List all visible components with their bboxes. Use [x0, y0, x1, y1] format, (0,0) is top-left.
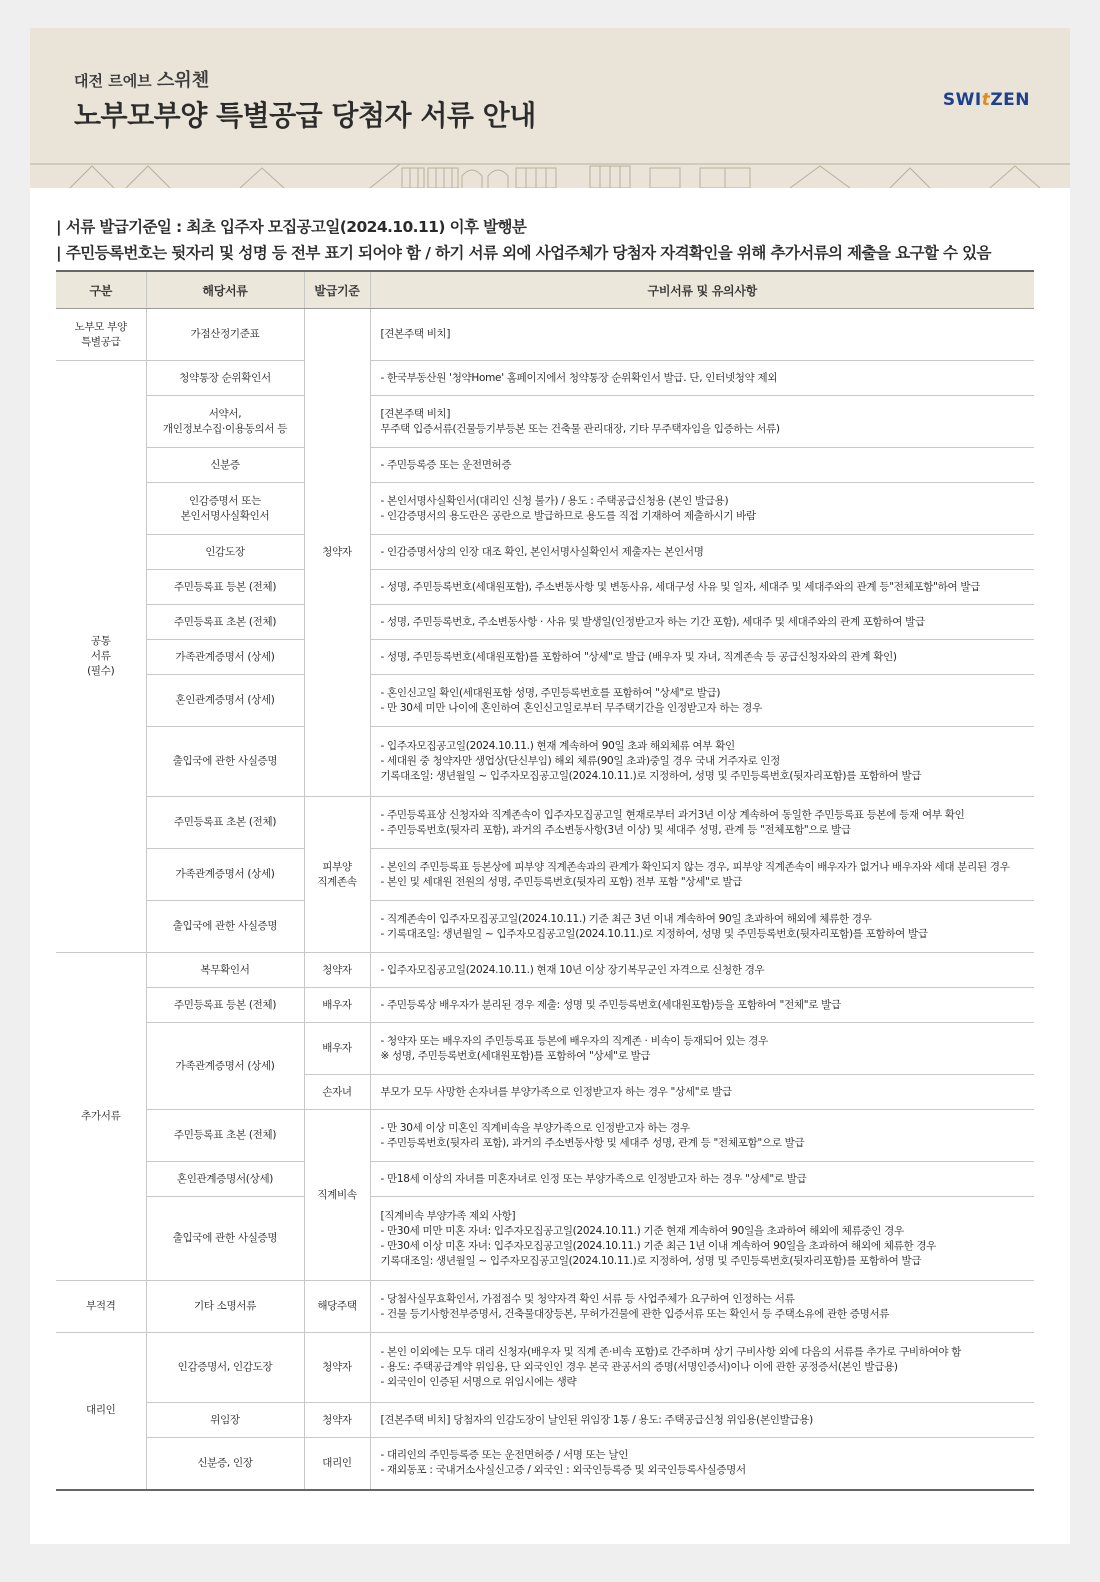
- brand-logo: [943, 90, 1030, 110]
- notes-cell: - 당첨사실무효확인서, 가점점수 및 청약자격 확인 서류 등 사업주체가 요구하여 인정하는 서류 - 건물 등기사항전부증명서, 건축물대장등본, 무허가건물에 관한 입증서류 또는 확인서 등 주택소유에 관한 증명서류: [370, 1281, 1034, 1333]
- document-cell: 출입국에 관한 사실증명: [146, 727, 304, 797]
- document-cell: 출입국에 관한 사실증명: [146, 1197, 304, 1281]
- notes-cell: - 성명, 주민등록번호(세대원포함)를 포함하여 "상세"로 발급 (배우자 및 자녀, 직계존속 등 공급신청자와의 관계 확인): [370, 640, 1034, 675]
- table-row: [56, 605, 1034, 640]
- category-cell: 대리인: [56, 1333, 146, 1490]
- document-cell: 복무확인서: [146, 953, 304, 988]
- notes-cell: [견본주택 비치]: [370, 309, 1034, 361]
- notes-cell: - 주민등록표상 신청자와 직계존속이 입주자모집공고일 현재로부터 과거3년 이상 계속하여 동일한 주민등록표 등본에 등재 여부 확인 - 주민등록번호(뒷자리 포함), 과거의 주소변동사항(3년 이상) 및 세대주 성명, 관계 등 "전체포함"으로 발급: [370, 797, 1034, 849]
- notes-cell: - 성명, 주민등록번호(세대원포함), 주소변동사항 및 변동사유, 세대구성 사유 및 일자, 세대주 및 세대주와의 관계 등"전체포함"하여 발급: [370, 570, 1034, 605]
- category-cell: 노부모 부양 특별공급: [56, 309, 146, 361]
- table-row: [56, 1333, 1034, 1403]
- notes-cell: [견본주택 비치] 무주택 입증서류(건물등기부등본 또는 건축물 관리대장, 기타 무주택자임을 입증하는 서류): [370, 396, 1034, 448]
- table-row: [56, 640, 1034, 675]
- table-row: [56, 361, 1034, 396]
- table-row: [56, 1162, 1034, 1197]
- document-cell: 주민등록표 초본 (전체): [146, 605, 304, 640]
- basis-cell: 청약자: [304, 1403, 370, 1438]
- notes-cell: - 직계존속이 입주자모집공고일(2024.10.11.) 기준 최근 3년 이내 계속하여 90일 초과하여 해외에 체류한 경우 - 기록대조일: 생년월일 ~ 입주자모집공고일(2024.10.11.)로 지정하여, 성명 및 주민등록번호(뒷자리포함)를 포함하여 발급: [370, 901, 1034, 953]
- basis-cell: 직계비속: [304, 1110, 370, 1281]
- notes-cell: - 성명, 주민등록번호, 주소변동사항 · 사유 및 발생일(인정받고자 하는 기간 포함), 세대주 및 세대주와의 관계 포함하여 발급: [370, 605, 1034, 640]
- table-row: [56, 448, 1034, 483]
- basis-cell: 해당주택: [304, 1281, 370, 1333]
- table-row: [56, 1197, 1034, 1281]
- category-cell: 공통 서류 (필수): [56, 361, 146, 953]
- document-cell: 위임장: [146, 1403, 304, 1438]
- notes-cell: - 본인서명사실확인서(대리인 신청 불가) / 용도 : 주택공급신청용 (본인 발급용) - 인감증명서의 용도란은 공란으로 발급하므로 용도를 직접 기재하여 제출하시기 바람: [370, 483, 1034, 535]
- document-cell: 신분증, 인장: [146, 1438, 304, 1490]
- notes-cell: - 입주자모집공고일(2024.10.11.) 현재 계속하여 90일 초과 해외체류 여부 확인 - 세대원 중 청약자만 생업상(단신부임) 해외 체류(90일 초과)중일 경우 국내 거주자로 인정 기록대조일: 생년월일 ~ 입주자모집공고일(2024.10.11.)로 지정하여, 성명 및 주민등록번호(뒷자리포함)를 포함하여 발급: [370, 727, 1034, 797]
- notes-cell: - 혼인신고일 확인(세대원포함 성명, 주민등록번호를 포함하여 "상세"로 발급) - 만 30세 미만 나이에 혼인하여 혼인신고일로부터 무주택기간을 인정받고자 하는 경우: [370, 675, 1034, 727]
- table-row: [56, 1023, 1034, 1075]
- document-cell: 가점산정기준표: [146, 309, 304, 361]
- subtitle-brand: 스위첸: [156, 70, 210, 91]
- notes-cell: - 만18세 이상의 자녀를 미혼자녀로 인정 또는 부양가족으로 인정받고자 하는 경우 "상세"로 발급: [370, 1162, 1034, 1197]
- document-cell: 서약서, 개인정보수집·이용동의서 등: [146, 396, 304, 448]
- category-cell: 추가서류: [56, 953, 146, 1281]
- notice-issue-date: | 서류 발급기준일 : 최초 입주자 모집공고일(2024.10.11) 이후 발행분: [56, 218, 527, 236]
- document-cell: 인감증명서, 인감도장: [146, 1333, 304, 1403]
- document-cell: 가족관계증명서 (상세): [146, 640, 304, 675]
- table-row: [56, 396, 1034, 448]
- notes-cell: - 인감증명서상의 인장 대조 확인, 본인서명사실확인서 제출자는 본인서명: [370, 535, 1034, 570]
- header-document: 해당서류: [146, 271, 304, 309]
- table-row: [56, 1403, 1034, 1438]
- document-cell: 청약통장 순위확인서: [146, 361, 304, 396]
- table-row: [56, 727, 1034, 797]
- document-cell: 주민등록표 등본 (전체): [146, 570, 304, 605]
- header-category: 구분: [56, 271, 146, 309]
- project-subtitle: [74, 66, 209, 92]
- notes-cell: - 주민등록상 배우자가 분리된 경우 제출: 성명 및 주민등록번호(세대원포함)등을 포함하여 "전체"로 발급: [370, 988, 1034, 1023]
- document-cell: 가족관계증명서 (상세): [146, 849, 304, 901]
- document-cell: 인감증명서 또는 본인서명사실확인서: [146, 483, 304, 535]
- header-basis: 발급기준: [304, 271, 370, 309]
- notes-cell: - 청약자 또는 배우자의 주민등록표 등본에 배우자의 직계존 · 비속이 등재되어 있는 경우 ※ 성명, 주민등록번호(세대원포함)를 포함하여 "상세"로 발급: [370, 1023, 1034, 1075]
- document-cell: 출입국에 관한 사실증명: [146, 901, 304, 953]
- table-row: [56, 570, 1034, 605]
- basis-cell: 청약자: [304, 953, 370, 988]
- notes-cell: [견본주택 비치] 당첨자의 인감도장이 날인된 위임장 1통 / 용도: 주택공급신청 위임용(본인발급용): [370, 1403, 1034, 1438]
- basis-cell: 피부양 직계존속: [304, 797, 370, 953]
- table-row: [56, 309, 1034, 361]
- basis-cell: 청약자: [304, 1333, 370, 1403]
- notes-cell: - 한국부동산원 '청약Home' 홈페이지에서 청약통장 순위확인서 발급. 단, 인터넷청약 제외: [370, 361, 1034, 396]
- table-row: [56, 988, 1034, 1023]
- category-cell: 부적격: [56, 1281, 146, 1333]
- notes-cell: - 입주자모집공고일(2024.10.11.) 현재 10년 이상 장기복무군인 자격으로 신청한 경우: [370, 953, 1034, 988]
- header-notes: 구비서류 및 유의사항: [370, 271, 1034, 309]
- basis-cell: 손자녀: [304, 1075, 370, 1110]
- table-row: [56, 849, 1034, 901]
- subtitle-prefix: 대전 르에브: [74, 72, 152, 90]
- table-row: [56, 535, 1034, 570]
- basis-cell: 대리인: [304, 1438, 370, 1490]
- header-banner: [30, 28, 1070, 188]
- documents-table: [56, 270, 1034, 1491]
- document-cell: 혼인관계증명서 (상세): [146, 675, 304, 727]
- notes-cell: - 대리인의 주민등록증 또는 운전면허증 / 서명 또는 날인 - 재외동포 : 국내거소사실신고증 / 외국인 : 외국인등록증 및 외국인등록사실증명서: [370, 1438, 1034, 1490]
- document-sheet: [30, 28, 1070, 1544]
- notes-cell: [직계비속 부양가족 제외 사항] - 만30세 미만 미혼 자녀: 입주자모집공고일(2024.10.11.) 기준 현재 계속하여 90일을 초과하여 해외에 체류중인 경우 - 만30세 이상 미혼 자녀: 입주자모집공고일(2024.10.11.) 기준 최근 1년 이내 계속하여 90일을 초과하여 해외에 체류한 경우 기록대조일: 생년월일 ~ 입주자모집공고일(2024.10.11.)로 지정하여, 성명 및 주민등록번호(뒷자리포함)를 포함하여 발급: [370, 1197, 1034, 1281]
- table-row: [56, 1438, 1034, 1490]
- document-cell: 주민등록표 초본 (전체): [146, 1110, 304, 1162]
- notes-cell: 부모가 모두 사망한 손자녀를 부양가족으로 인정받고자 하는 경우 "상세"로 발급: [370, 1075, 1034, 1110]
- basis-cell: 배우자: [304, 1023, 370, 1075]
- page-title: 노부모부양 특별공급 당첨자 서류 안내: [74, 99, 536, 132]
- document-cell: 신분증: [146, 448, 304, 483]
- basis-cell: 배우자: [304, 988, 370, 1023]
- table-row: [56, 797, 1034, 849]
- logo-text-2: t: [981, 90, 991, 110]
- table-row: [56, 1110, 1034, 1162]
- table-row: [56, 675, 1034, 727]
- notes-cell: - 만 30세 이상 미혼인 직계비속을 부양가족으로 인정받고자 하는 경우 - 주민등록번호(뒷자리 포함), 과거의 주소변동사항 및 세대주 성명, 관계 등 "전체포함"으로 발급: [370, 1110, 1034, 1162]
- document-cell: 인감도장: [146, 535, 304, 570]
- document-cell: 주민등록표 등본 (전체): [146, 988, 304, 1023]
- document-cell: 기타 소명서류: [146, 1281, 304, 1333]
- notes-cell: - 본인의 주민등록표 등본상에 피부양 직계존속과의 관계가 확인되지 않는 경우, 피부양 직계존속이 배우자가 없거나 배우자와 세대 분리된 경우 - 본인 및 세대원 전원의 성명, 주민등록번호(뒷자리 포함) 전부 포함 "상세"로 발급: [370, 849, 1034, 901]
- table-row: [56, 901, 1034, 953]
- notice-requirements: | 주민등록번호는 뒷자리 및 성명 등 전부 표기 되어야 함 / 하기 서류 외에 사업주체가 당첨자 자격확인을 위해 추가서류의 제출을 요구할 수 있음: [56, 244, 991, 262]
- table-row: [56, 483, 1034, 535]
- logo-text-1: SWI: [942, 90, 982, 110]
- basis-cell: 청약자: [304, 309, 370, 797]
- document-cell: 가족관계증명서 (상세): [146, 1023, 304, 1110]
- table-row: [56, 1281, 1034, 1333]
- notes-cell: - 본인 이외에는 모두 대리 신청자(배우자 및 직계 존·비속 포함)로 간주하며 상기 구비사항 외에 다음의 서류를 추가로 구비하여야 함 - 용도: 주택공급계약 위임용, 단 외국인인 경우 본국 관공서의 증명(서명인증서)이나 이에 관한 공정증서(본인 발급용) - 외국인이 인증된 서명으로 위임시에는 생략: [370, 1333, 1034, 1403]
- notice-lines: [56, 214, 1046, 266]
- table-header-row: [56, 271, 1034, 309]
- notes-cell: - 주민등록증 또는 운전면허증: [370, 448, 1034, 483]
- document-cell: 혼인관계증명서(상세): [146, 1162, 304, 1197]
- table-row: [56, 953, 1034, 988]
- logo-text-3: ZEN: [990, 90, 1030, 110]
- document-cell: 주민등록표 초본 (전체): [146, 797, 304, 849]
